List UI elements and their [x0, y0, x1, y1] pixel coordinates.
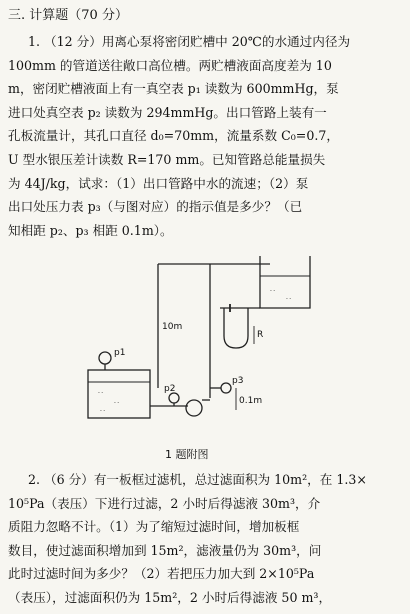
section-title: 三. 计算题（70 分） — [8, 8, 128, 23]
q1-line: U 型水银压差计读数 R=170 mm。已知管路总能量损失 — [8, 151, 326, 167]
q2-line: 数目，使过滤面积增加到 15m²，滤液量仍为 30m³，问 — [8, 542, 322, 558]
pump-system-figure — [70, 248, 320, 448]
svg-text:- -: - - — [270, 288, 276, 294]
label-p2: p2 — [164, 384, 176, 394]
q1-line: m，密闭贮槽液面上有一真空表 p₁ 读数为 600mmHg，泵 — [8, 81, 339, 97]
q2-line: 质阻力忽略不计。（1）为了缩短过滤时间，增加板框 — [8, 519, 300, 535]
q1-line: 出口处压力表 p₃（与图对应）的指示值是多少？（已 — [8, 199, 303, 215]
question-2 — [8, 468, 402, 610]
q1-line: 进口处真空表 p₂ 读数为 294mmHg。出口管路上装有一 — [8, 104, 327, 120]
q1-line: 100mm 的管道送往敞口高位槽。两贮槽液面高度差为 10 — [8, 57, 332, 73]
svg-text:- -: - - — [98, 390, 104, 396]
svg-text:- -: - - — [114, 400, 120, 406]
label-height: 10m — [162, 322, 183, 332]
q1-line: 为 44J/kg，试求：（1）出口管路中水的流速；（2）泵 — [8, 175, 309, 191]
pressure-gauge-p3 — [221, 383, 231, 393]
q2-line: 2. （6 分）有一板框过滤机，总过滤面积为 10m²，在 1.3× — [28, 472, 367, 487]
q1-line: 1. （12 分）用离心泵将密闭贮槽中 20℃的水通过内径为 — [28, 34, 351, 49]
q1-line: 孔板流量计，其孔口直径 d₀=70mm，流量系数 C₀=0.7， — [8, 128, 339, 144]
question-1 — [8, 30, 402, 242]
q2-line: 此时过滤时间为多少？（2）若把压力加大到 2×10⁵Pa — [8, 566, 315, 582]
label-p1: p1 — [114, 348, 126, 358]
svg-text:- -: - - — [100, 408, 106, 414]
label-p3: p3 — [232, 376, 244, 386]
u-tube-manometer — [224, 308, 248, 348]
svg-text:- -: - - — [286, 296, 292, 302]
vacuum-gauge-p2 — [169, 393, 179, 403]
q2-line: 10⁵Pa（表压）下进行过滤，2 小时后得滤液 30m³，介 — [8, 495, 321, 511]
figure-caption: 1 题附图 — [165, 448, 209, 461]
label-r: R — [257, 330, 264, 340]
label-gap: 0.1m — [239, 396, 263, 406]
pump — [186, 400, 202, 416]
vacuum-gauge-p1 — [99, 352, 111, 364]
q1-line: 知相距 p₂、p₃ 相距 0.1m）。 — [8, 222, 173, 238]
q2-line: （表压），过滤面积仍为 15m²，2 小时后得滤液 50 m³， — [8, 589, 332, 605]
pump-diagram — [70, 248, 320, 448]
